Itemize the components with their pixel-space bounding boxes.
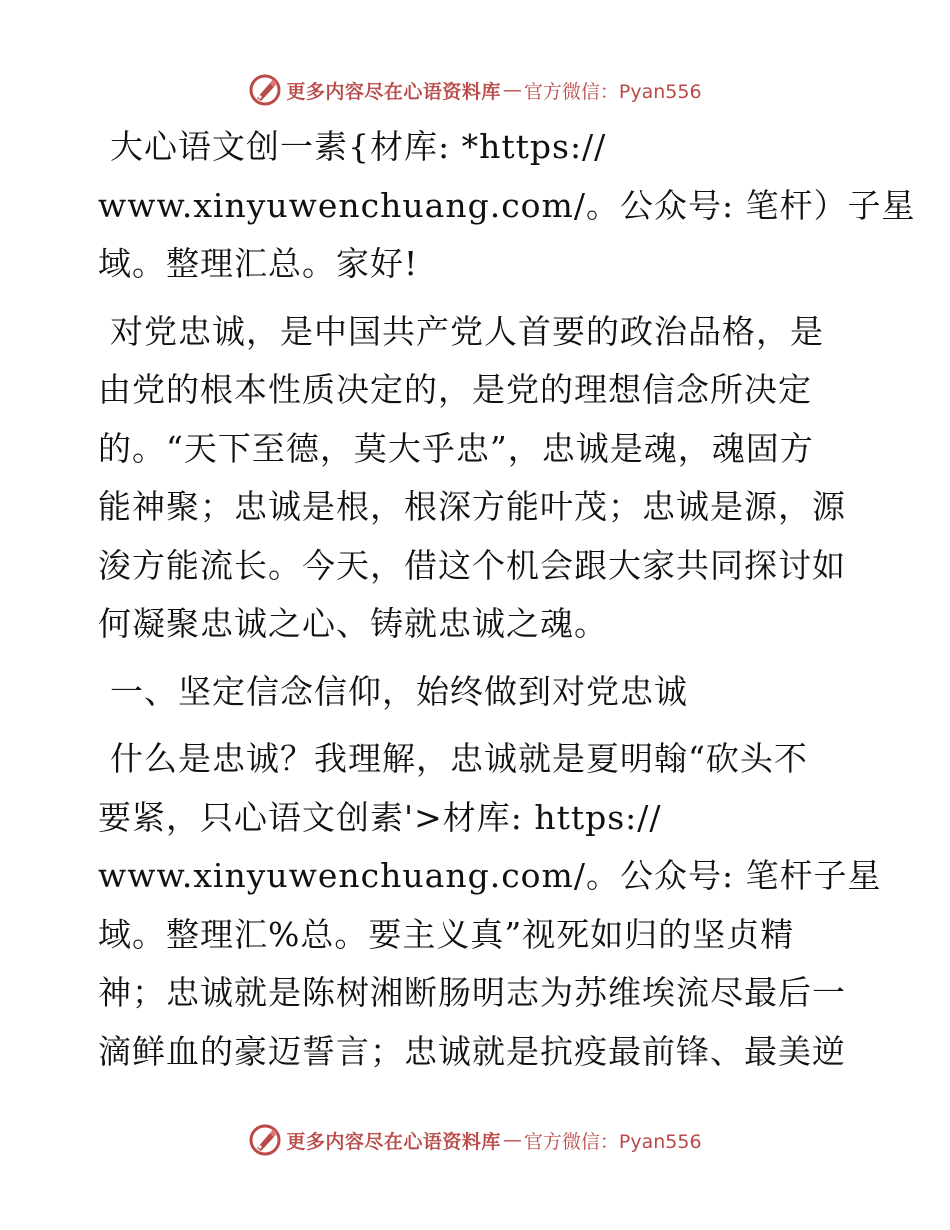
text-line: 的。“天下至德，莫大乎忠”，忠诚是魂，魂固方 (98, 428, 814, 468)
banner-brand-text: 更多内容尽在心语资料库 (286, 1130, 501, 1153)
paragraph-loyalty (98, 303, 858, 654)
document-body (98, 118, 916, 1090)
text-line: 什么是忠诚？我理解，忠诚就是夏明翰“砍头不 (110, 739, 808, 778)
section-heading (98, 663, 858, 722)
banner-brand-text: 更多内容尽在心语资料库 (286, 80, 501, 103)
text-line: 由党的根本性质决定的，是党的理想信念所决定 (98, 370, 812, 409)
text-line: 能神聚；忠诚是根，根深方能叶茂；忠诚是源，源 (98, 487, 846, 526)
paragraph-what-is-loyalty (98, 730, 882, 1081)
text-line: www.xinyuwenchuang.com/。公众号: 笔杆）子星 (98, 185, 916, 225)
banner-dash: — (502, 1129, 522, 1151)
paragraph-intro (98, 118, 916, 294)
header-banner (0, 70, 950, 110)
text-line: 域。整理汇%总。要主义真”视死如归的坚贞精 (98, 914, 795, 954)
heading-line: 一、坚定信念信仰，始终做到对党忠诚 (110, 671, 688, 711)
pen-nib-logo-icon (248, 1123, 282, 1157)
text-line: 滴鲜血的豪迈誓言；忠诚就是抗疫最前锋、最美逆 (98, 1031, 846, 1071)
banner-wechat-text: 官方微信：Pyan556 (523, 80, 702, 103)
banner-wechat-text: 官方微信：Pyan556 (523, 1130, 702, 1153)
text-line: 要紧，只心语文创素'>材库: https:// (98, 797, 662, 837)
text-line: 对党忠诚，是中国共产党人首要的政治品格，是 (110, 311, 824, 351)
banner-dash: — (502, 79, 522, 101)
text-line: www.xinyuwenchuang.com/。公众号: 笔杆子星 (98, 856, 882, 895)
pen-nib-logo-icon (248, 73, 282, 107)
text-line: 大心语文创一素{材库: *https:// (110, 127, 607, 166)
text-line: 神；忠诚就是陈树湘断肠明志为苏维埃流尽最后一 (98, 973, 846, 1012)
text-line: 域。整理汇总。家好! (98, 244, 419, 283)
text-line: 何凝聚忠诚之心、铸就忠诚之魂。 (98, 604, 608, 643)
text-line: 浚方能流长。今天，借这个机会跟大家共同探讨如 (98, 545, 846, 585)
footer-banner (0, 1120, 950, 1160)
